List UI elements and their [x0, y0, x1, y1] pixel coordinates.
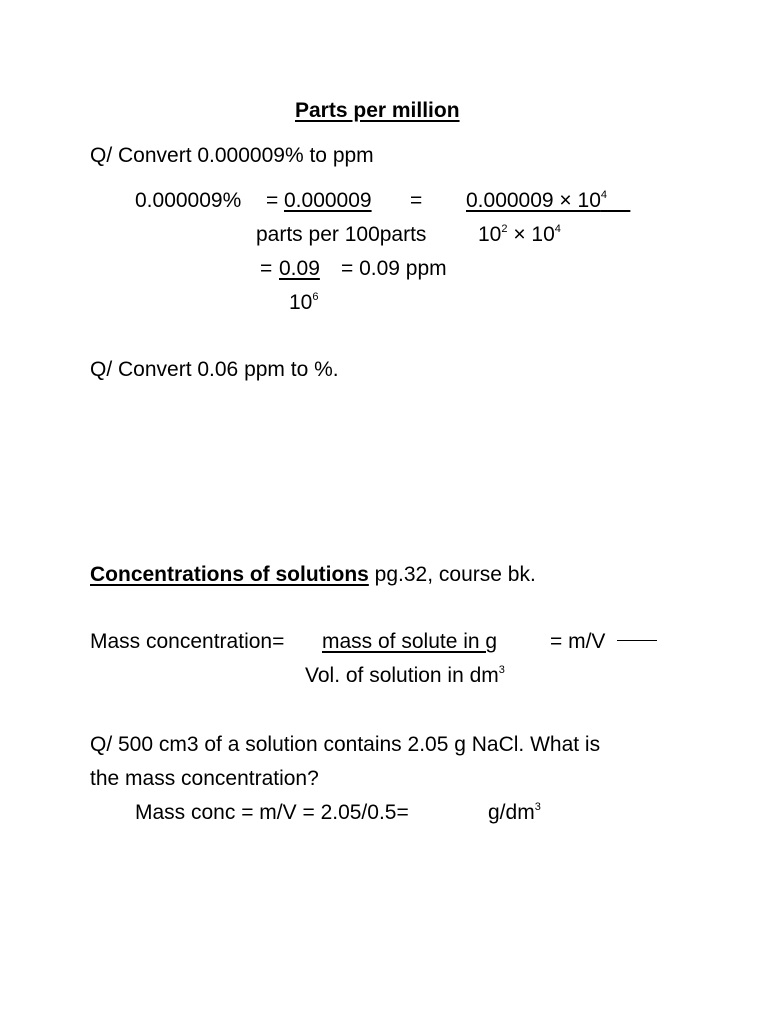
question-3-line-1: Q/ 500 cm3 of a solution contains 2.05 g NaCl. What is: [90, 733, 601, 756]
question-2: Q/ Convert 0.06 ppm to %.: [90, 358, 339, 381]
work-eq1: =: [266, 189, 285, 212]
fraction-3-numerator: 0.09: [279, 257, 320, 280]
work-start: 0.000009%: [135, 189, 242, 212]
fraction-3-denominator: $10^6$: [289, 291, 319, 314]
ppm-title: Parts per million: [295, 99, 460, 122]
concentration-title: Concentrations of solutions: [90, 563, 369, 586]
mass-conc-numerator: mass of solute in g: [322, 630, 498, 653]
work-eq2: =: [410, 189, 423, 212]
mass-conc-unit: $g/dm^3$: [488, 801, 541, 824]
mass-conc-label: Mass concentration=: [90, 630, 285, 653]
fraction-1-numerator: 0.000009: [284, 189, 372, 212]
ppm-result: = 0.09 ppm: [341, 257, 447, 280]
work-eq3: =: [260, 257, 279, 280]
question-1: Q/ Convert 0.000009% to ppm: [90, 144, 374, 167]
course-book-reference: pg.32, course bk.: [368, 563, 536, 586]
concentration-heading: [90, 564, 536, 585]
mass-conc-equals: = m/V: [550, 630, 606, 653]
trailing-rule: [617, 640, 657, 641]
fraction-1-denominator: parts per 100parts: [256, 223, 427, 246]
mass-conc-denominator: Vol. of solution in $dm^3$: [305, 664, 505, 687]
fraction-2-denominator: $10^2 \times 10^4$: [478, 223, 561, 246]
fraction-2-numerator: $0.000009 \times 10^4$: [466, 189, 608, 212]
mass-conc-answer: Mass conc = m/V = 2.05/0.5=: [135, 801, 409, 824]
question-3-line-2: the mass concentration?: [90, 767, 319, 790]
